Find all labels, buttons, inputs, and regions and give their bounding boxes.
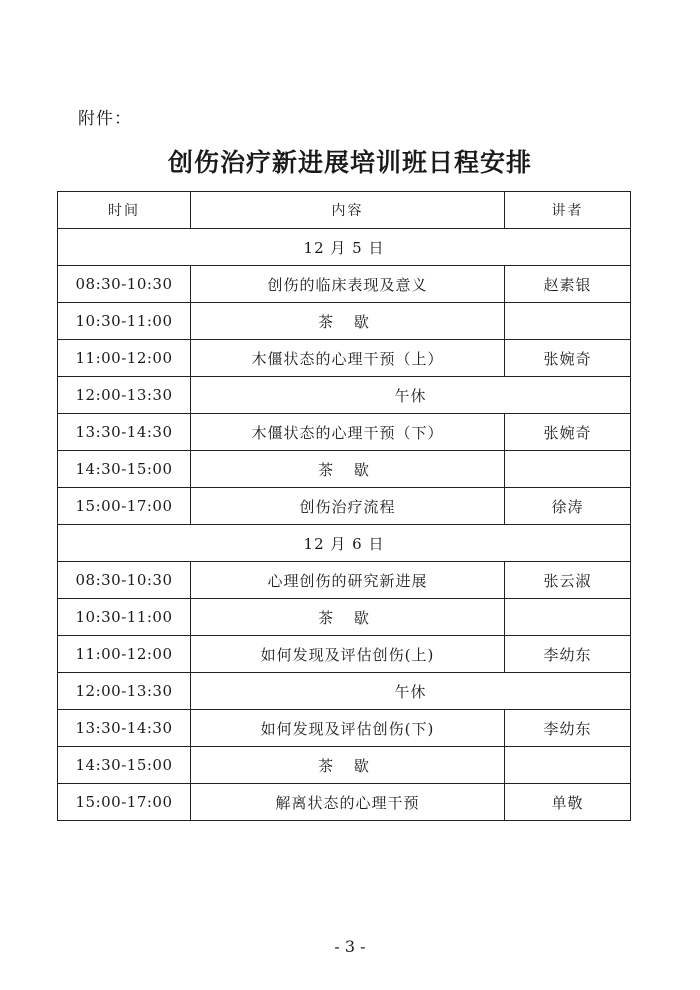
speaker-cell [505,451,631,488]
table-row [58,340,631,377]
date-row [58,525,631,562]
time-cell: 13:30-14:30 [58,710,191,747]
time-cell: 15:00-17:00 [58,488,191,525]
content-cell: 午休 [191,377,631,414]
content-cell: 创伤治疗流程 [191,488,505,525]
date-cell: 12 月 5 日 [58,229,631,266]
speaker-cell: 张婉奇 [505,340,631,377]
speaker-cell [505,303,631,340]
date-cell: 12 月 6 日 [58,525,631,562]
table-row [58,599,631,636]
time-cell: 12:00-13:30 [58,673,191,710]
time-cell: 08:30-10:30 [58,562,191,599]
content-cell: 茶 歇 [191,747,505,784]
table-row [58,673,631,710]
schedule-table [57,191,631,821]
time-cell: 11:00-12:00 [58,636,191,673]
table-row [58,636,631,673]
content-cell: 茶 歇 [191,451,505,488]
speaker-cell [505,747,631,784]
table-header-row [58,192,631,229]
page-title: 创伤治疗新进展培训班日程安排 [167,148,532,177]
table-row [58,562,631,599]
content-cell: 解离状态的心理干预 [191,784,505,821]
speaker-cell: 赵素银 [505,266,631,303]
speaker-cell: 李幼东 [505,710,631,747]
table-row [58,784,631,821]
table-row [58,488,631,525]
table-row [58,303,631,340]
table-row [58,377,631,414]
time-cell: 13:30-14:30 [58,414,191,451]
speaker-cell: 单敬 [505,784,631,821]
speaker-cell: 徐涛 [505,488,631,525]
content-cell: 创伤的临床表现及意义 [191,266,505,303]
time-cell: 10:30-11:00 [58,303,191,340]
content-cell: 如何发现及评估创伤(下) [191,710,505,747]
time-cell: 14:30-15:00 [58,747,191,784]
table-row [58,747,631,784]
time-cell: 10:30-11:00 [58,599,191,636]
time-cell: 11:00-12:00 [58,340,191,377]
header-speaker: 讲者 [505,192,631,229]
page-number: - 3 - [334,937,366,956]
content-cell: 茶 歇 [191,599,505,636]
header-content: 内容 [191,192,505,229]
table-row [58,266,631,303]
content-cell: 心理创伤的研究新进展 [191,562,505,599]
table-row [58,451,631,488]
content-cell: 午休 [191,673,631,710]
time-cell: 15:00-17:00 [58,784,191,821]
content-cell: 木僵状态的心理干预（上） [191,340,505,377]
table-row [58,710,631,747]
speaker-cell: 张云淑 [505,562,631,599]
time-cell: 08:30-10:30 [58,266,191,303]
header-time: 时间 [58,192,191,229]
attachment-label: 附件： [78,109,132,129]
content-cell: 木僵状态的心理干预（下） [191,414,505,451]
table-row [58,414,631,451]
speaker-cell: 李幼东 [505,636,631,673]
content-cell: 如何发现及评估创伤(上) [191,636,505,673]
speaker-cell: 张婉奇 [505,414,631,451]
speaker-cell [505,599,631,636]
content-cell: 茶 歇 [191,303,505,340]
time-cell: 12:00-13:30 [58,377,191,414]
time-cell: 14:30-15:00 [58,451,191,488]
schedule-body [58,229,631,821]
date-row [58,229,631,266]
